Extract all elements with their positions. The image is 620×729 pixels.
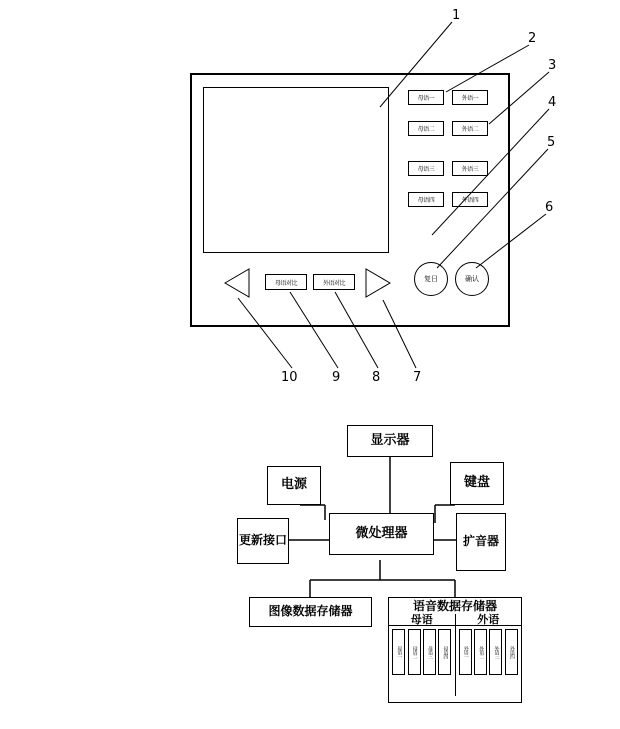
callout-3: 3 <box>548 58 557 73</box>
callout-10: 10 <box>281 370 298 385</box>
block-display: 显示器 <box>347 425 433 457</box>
callout-5: 5 <box>547 135 556 150</box>
block-microprocessor: 微处理器 <box>329 513 434 555</box>
native-compare-button[interactable]: 母语对比 <box>265 274 307 290</box>
callout-6: 6 <box>545 200 554 215</box>
voice-store-native-label: 母语 <box>389 614 455 627</box>
foreign-language-button-4[interactable]: 外语四 <box>452 192 488 207</box>
right-arrow-icon[interactable] <box>365 268 391 298</box>
native-language-button-1[interactable]: 母语一 <box>408 90 444 105</box>
native-language-button-4[interactable]: 母语四 <box>408 192 444 207</box>
foreign-language-button-1[interactable]: 外语一 <box>452 90 488 105</box>
confirm-button[interactable]: 确认 <box>455 262 489 296</box>
native-language-button-2[interactable]: 母语二 <box>408 121 444 136</box>
block-amplifier: 扩音器 <box>456 513 506 571</box>
voice-cell-foreign-4: 外语四 <box>505 629 518 675</box>
block-keyboard: 键盘 <box>450 462 504 505</box>
device-screen <box>203 87 389 253</box>
voice-store-foreign-label: 外语 <box>456 614 522 627</box>
voice-cell-foreign-2: 外语二 <box>474 629 487 675</box>
foreign-language-button-2[interactable]: 外语二 <box>452 121 488 136</box>
replay-button[interactable]: 复日 <box>414 262 448 296</box>
voice-cell-native-1: 母语一 <box>392 629 405 675</box>
callout-7: 7 <box>413 370 422 385</box>
foreign-compare-button[interactable]: 外语对比 <box>313 274 355 290</box>
voice-cell-native-2: 母语二 <box>408 629 421 675</box>
voice-cell-foreign-3: 外语三 <box>489 629 502 675</box>
block-image-data-store: 图像数据存储器 <box>249 597 372 627</box>
block-power: 电源 <box>267 466 321 505</box>
native-language-button-3[interactable]: 母语三 <box>408 161 444 176</box>
voice-cell-native-4: 母语四 <box>438 629 451 675</box>
block-voice-data-store <box>388 597 522 703</box>
block-update-interface: 更新接口 <box>237 518 289 564</box>
foreign-language-button-3[interactable]: 外语三 <box>452 161 488 176</box>
voice-cell-native-3: 母语三 <box>423 629 436 675</box>
callout-9: 9 <box>332 370 341 385</box>
left-arrow-icon[interactable] <box>224 268 250 298</box>
voice-store-title: 语音数据存储器 <box>412 599 497 613</box>
callout-1: 1 <box>452 8 461 23</box>
callout-2: 2 <box>528 31 537 46</box>
callout-8: 8 <box>372 370 381 385</box>
voice-cell-foreign-1: 外语一 <box>459 629 472 675</box>
callout-4: 4 <box>548 95 557 110</box>
